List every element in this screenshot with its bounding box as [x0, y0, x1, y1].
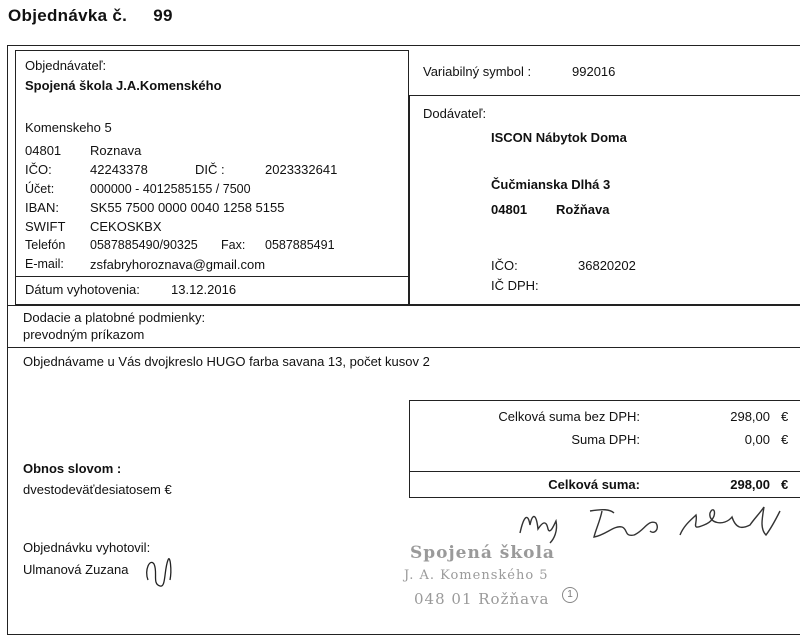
- orderer-label: Objednávateľ:: [25, 58, 107, 73]
- order-text: Objednávame u Vás dvojkreslo HUGO farba savana 13, počet kusov 2: [23, 354, 430, 369]
- supplier-city: Rožňava: [556, 202, 610, 217]
- issuer-signature-image: [140, 540, 180, 595]
- supplier-icdph-label: IČ DPH:: [491, 278, 539, 293]
- orderer-street: Komenskeho 5: [25, 120, 112, 135]
- orderer-dic: 2023332641: [265, 162, 338, 177]
- orderer-iban-label: IBAN:: [25, 200, 59, 215]
- orderer-city: Roznava: [90, 143, 142, 158]
- stamp-line-3: 048 01 Rožňava: [414, 590, 550, 608]
- total-label: Celková suma:: [548, 477, 640, 492]
- issued-by-name: Ulmanová Zuzana: [23, 562, 129, 577]
- vat-label: Suma DPH:: [571, 432, 640, 447]
- supplier-street: Čučmianska Dlhá 3: [491, 177, 611, 192]
- terms-bottom-divider: [7, 347, 800, 348]
- in-words-label: Obnos slovom :: [23, 461, 122, 476]
- total-value: 298,00: [730, 477, 770, 492]
- issued-by-label: Objednávku vyhotovil:: [23, 540, 151, 555]
- variable-symbol-label: Variabilný symbol :: [423, 64, 532, 79]
- orderer-dic-label: DIČ :: [195, 162, 225, 177]
- order-number: 99: [153, 6, 173, 25]
- orderer-swift-label: SWIFT: [25, 219, 66, 234]
- stamp-mark: [562, 587, 578, 603]
- date-value: 13.12.2016: [171, 282, 237, 297]
- orderer-phone-label: Telefón: [25, 238, 66, 252]
- supplier-name: ISCON Nábytok Doma: [491, 130, 627, 145]
- net-currency: €: [781, 409, 789, 424]
- orderer-ico-label: IČO:: [25, 162, 52, 177]
- order-title-label: Objednávka č.: [8, 6, 128, 25]
- orderer-ico: 42243378: [90, 162, 148, 177]
- supplier-zip: 04801: [491, 202, 528, 217]
- supplier-ico-label: IČO:: [491, 258, 518, 273]
- supplier-ico: 36820202: [578, 258, 636, 273]
- orderer-account: 000000 - 4012585155 / 7500: [90, 182, 251, 196]
- stamp-line-2: J. A. Komenského 5: [404, 568, 549, 583]
- in-words-value: dvestodeväťdesiatosem €: [23, 482, 172, 497]
- orderer-fax: 0587885491: [265, 238, 335, 252]
- orderer-email: zsfabryhoroznava@gmail.com: [90, 257, 266, 272]
- orderer-iban: SK55 7500 0000 0040 1258 5155: [90, 200, 285, 215]
- orderer-swift: CEKOSKBX: [90, 219, 162, 234]
- terms-label: Dodacie a platobné podmienky:: [23, 310, 206, 325]
- net-value: 298,00: [730, 409, 770, 424]
- terms-value: prevodným príkazom: [23, 327, 145, 342]
- stamp-mark-text: 1: [567, 589, 573, 600]
- orderer-name: Spojená škola J.A.Komenského: [25, 78, 222, 93]
- orderer-date-divider: [15, 276, 409, 277]
- stamp-line-1: Spojená škola: [410, 543, 555, 563]
- variable-symbol-value: 992016: [572, 64, 616, 79]
- orderer-zip: 04801: [25, 143, 62, 158]
- date-label: Dátum vyhotovenia:: [25, 282, 140, 297]
- terms-top-divider: [7, 305, 800, 306]
- vat-value: 0,00: [744, 432, 770, 447]
- orderer-email-label: E-mail:: [25, 257, 64, 271]
- supplier-label: Dodávateľ:: [423, 106, 487, 121]
- supplier-box: [409, 95, 800, 305]
- totals-divider: [409, 471, 800, 472]
- orderer-phone: 0587885490/90325: [90, 238, 198, 252]
- orderer-fax-label: Fax:: [221, 238, 246, 252]
- order-title: [8, 6, 173, 26]
- total-currency: €: [781, 477, 789, 492]
- orderer-account-label: Účet:: [25, 182, 55, 196]
- vat-currency: €: [781, 432, 789, 447]
- net-label: Celková suma bez DPH:: [498, 409, 640, 424]
- manager-signature-image: [510, 495, 800, 550]
